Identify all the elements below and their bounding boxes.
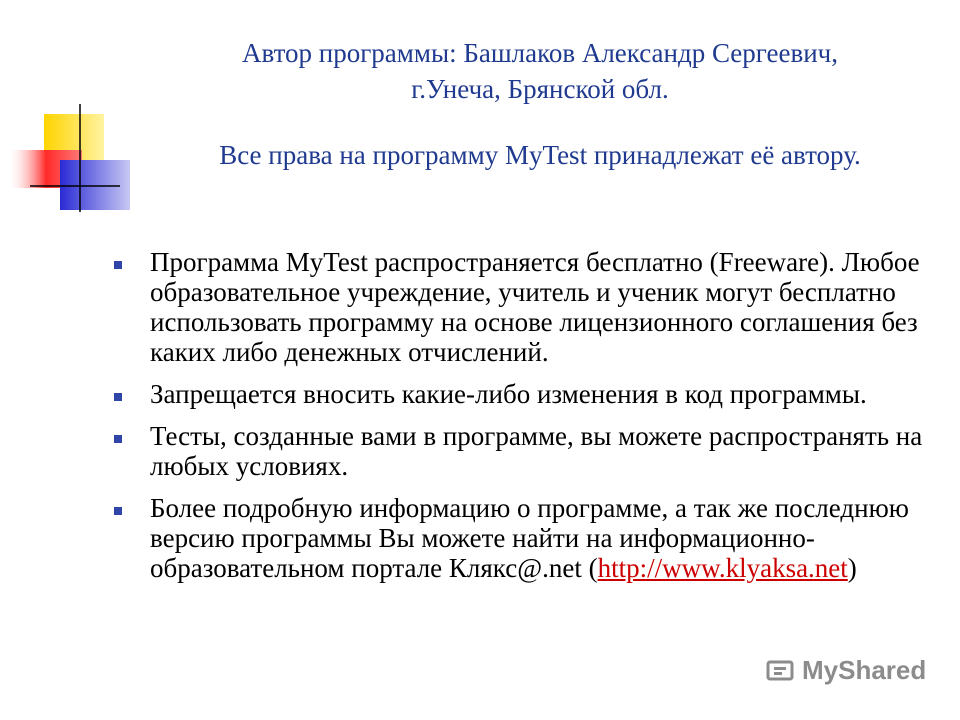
- title-line-copyright: Все права на программу MyTest принадлежат её автору.: [219, 139, 861, 170]
- list-item-text: Программа MyTest распространяется бесплатно (Freeware). Любое образовательное учреждение, учитель и ученик могут бесплатно использовать программу на основе лицензионного соглашения без каких либо денежных отчислений.: [150, 247, 920, 367]
- list-item-text: Запрещается вносить какие-либо изменения в код программы.: [150, 378, 867, 409]
- title-line-author: Автор программы: Башлаков Александр Сергеевич,: [242, 38, 838, 68]
- corner-decoration: [0, 0, 150, 230]
- list-item: [110, 494, 940, 584]
- list-item: [110, 422, 940, 482]
- title-line-location: г.Унеча, Брянской обл.: [411, 73, 669, 104]
- list-item-text: Более подробную информацию о программе, а так же последнюю версию программы Вы можете найти на информационно-образовательном портале Клякс@.net (: [150, 492, 909, 583]
- list-item-text: Тесты, созданные вами в программе, вы можете распространять на любых условиях.: [150, 420, 923, 481]
- slide-title: [140, 36, 940, 174]
- bullet-marker-icon: [114, 393, 122, 401]
- klyaksa-link[interactable]: http://www.klyaksa.net: [597, 552, 848, 583]
- bullet-marker-icon: [114, 507, 122, 515]
- list-item: [110, 248, 940, 368]
- myshared-icon: [766, 658, 796, 684]
- bullet-marker-icon: [114, 261, 122, 269]
- list-item: [110, 380, 940, 410]
- watermark-logo: [766, 655, 926, 686]
- bullet-marker-icon: [114, 435, 122, 443]
- watermark-text: MyShared: [802, 655, 927, 685]
- list-item-text-end: ): [847, 552, 857, 583]
- bullet-list: [110, 248, 940, 596]
